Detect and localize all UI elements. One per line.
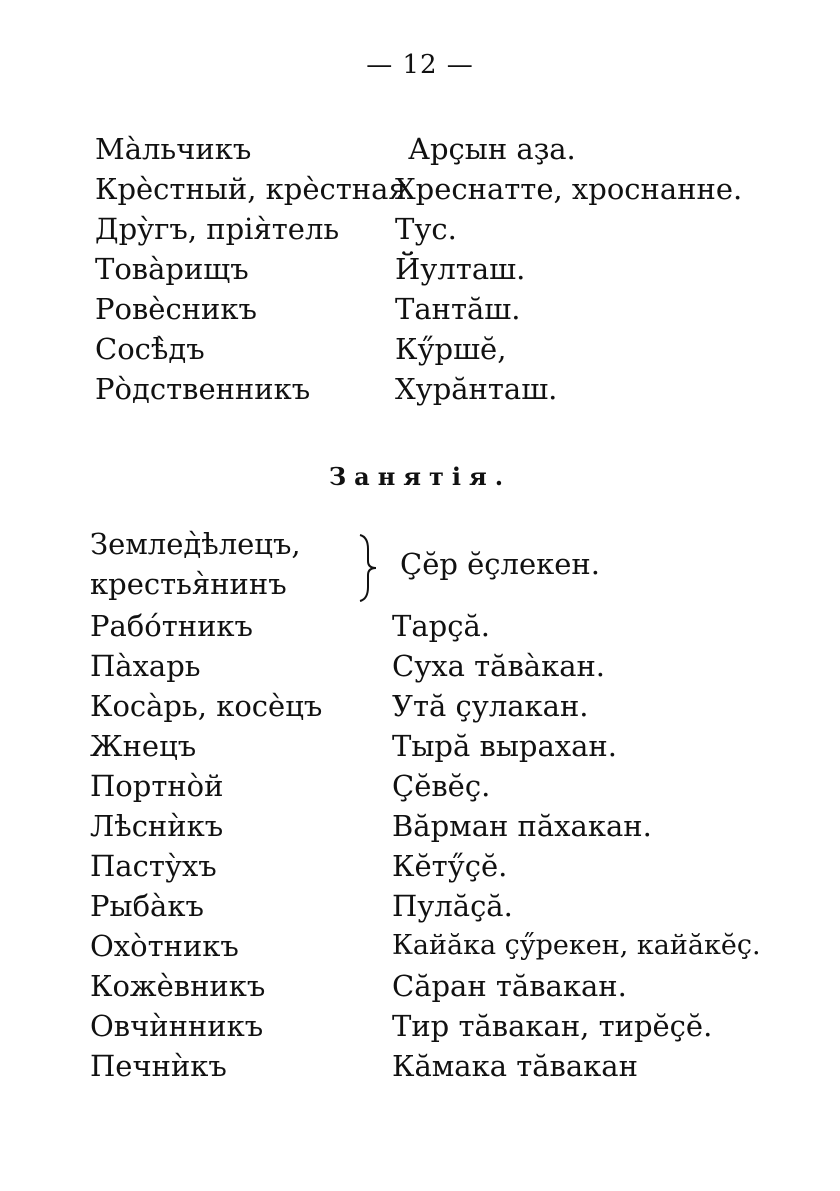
cv-word: Утă ҫулакан. bbox=[392, 689, 589, 723]
cv-word: Кайăка ҫӳрекен, кайăкĕҫ. bbox=[392, 930, 761, 961]
ru-word: Рабо́тникъ bbox=[90, 609, 253, 643]
cv-word: Пулăҫă. bbox=[392, 889, 513, 923]
ru-word: Лѣснѝкъ bbox=[90, 809, 224, 843]
cv-word: Тир тăвакан, тирĕҫĕ. bbox=[392, 1009, 713, 1043]
section-title: Занятія. bbox=[328, 462, 512, 491]
cv-word: Суха тăва̀кан. bbox=[392, 649, 606, 683]
ru-word: Това̀рищъ bbox=[95, 252, 249, 286]
cv-word: Тарҫă. bbox=[392, 609, 490, 643]
cv-word: Кĕтӳҫĕ. bbox=[392, 849, 508, 883]
cv-word: Тантăш. bbox=[395, 292, 521, 326]
ru-word: Печнѝкъ bbox=[90, 1049, 227, 1083]
cv-word: Ҫĕвĕҫ. bbox=[392, 769, 491, 803]
ru-word: крестья̀нинъ bbox=[90, 567, 287, 601]
cv-word: Арҫын аҙа. bbox=[408, 132, 576, 166]
ru-word: Кожѐвникъ bbox=[90, 969, 266, 1003]
cv-word: Хреснатте, хроснанне. bbox=[395, 172, 743, 206]
ru-word: Охо̀тникъ bbox=[90, 929, 239, 963]
ru-word: Пасту̀хъ bbox=[90, 849, 217, 883]
ru-word: Па̀харь bbox=[90, 649, 201, 683]
ru-word: Жнецъ bbox=[90, 729, 197, 763]
ru-word: Овчѝнникъ bbox=[90, 1009, 264, 1043]
ru-word: Ро̀дственникъ bbox=[95, 372, 311, 406]
cv-word: Тус. bbox=[395, 212, 457, 246]
cv-word: Сăран тăвакан. bbox=[392, 969, 627, 1003]
ru-word: Ма̀льчикъ bbox=[95, 132, 252, 166]
curly-brace-icon bbox=[356, 533, 384, 603]
cv-word: Тырă вырахан. bbox=[392, 729, 617, 763]
cv-word: Вăрман пăхакан. bbox=[392, 809, 652, 843]
ru-word: Портно̀й bbox=[90, 769, 224, 803]
cv-word: Ҫĕр ĕҫлекен. bbox=[400, 547, 600, 581]
cv-word: Кăмака тăвакан bbox=[392, 1049, 638, 1083]
ru-word: Крѐстный, крѐстная bbox=[95, 172, 407, 206]
ru-word: Дру̀гъ, прія̀тель bbox=[95, 212, 340, 246]
cv-word: Йулташ. bbox=[395, 252, 526, 286]
cv-word: Хурăнташ. bbox=[395, 372, 558, 406]
page-number: — 12 — bbox=[366, 50, 474, 80]
ru-word: Ровѐсникъ bbox=[95, 292, 257, 326]
ru-word: Рыба̀къ bbox=[90, 889, 204, 923]
ru-word: Землед̀ѣлецъ, bbox=[90, 527, 301, 561]
ru-word: Коса̀рь, косѐцъ bbox=[90, 689, 323, 723]
cv-word: Кӳршĕ, bbox=[395, 332, 507, 366]
ru-word: Сосѣ̀дъ bbox=[95, 332, 205, 366]
